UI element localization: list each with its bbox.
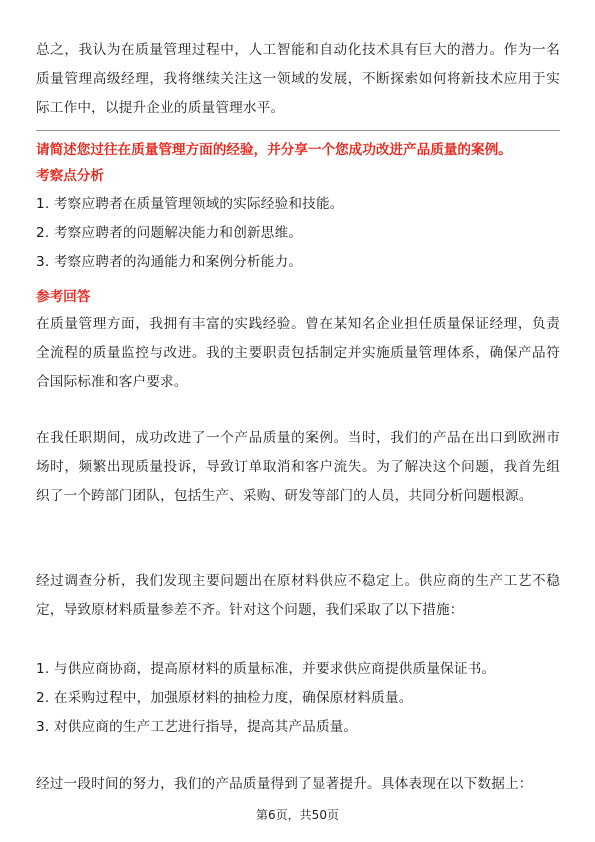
list-item: 1. 与供应商协商，提高原材料的质量标准，并要求供应商提供质量保证书。 xyxy=(36,661,496,677)
measures-list xyxy=(36,655,560,742)
answer-paragraph-2: 在我任职期间，成功改进了一个产品质量的案例。当时，我们的产品在出口到欧洲市场时，频繁出现质量投诉，导致订单取消和客户流失。为了解决这个问题，我首先组织了一个跨部门团队，包括生产、采购、研发等部门的人员，共同分析问题根源。 xyxy=(36,430,560,504)
answer-paragraph-3: 经过调查分析，我们发现主要问题出在原材料供应不稳定上。供应商的生产工艺不稳定，导致原材料质量参差不齐。针对这个问题，我们采取了以下措施： xyxy=(36,573,560,618)
list-item: 2. 考察应聘者的问题解决能力和创新思维。 xyxy=(36,225,303,241)
analysis-list xyxy=(36,190,560,277)
intro-paragraph: 总之，我认为在质量管理过程中，人工智能和自动化技术具有巨大的潜力。作为一名质量管理高级经理，我将继续关注这一领域的发展，不断探索如何将新技术应用于实际工作中，以提升企业的质量管理水平。 xyxy=(36,42,560,116)
section-divider xyxy=(36,130,560,131)
analysis-title: 考察点分析 xyxy=(36,168,104,184)
answer-paragraph-4: 经过一段时间的努力，我们的产品质量得到了显著提升。具体表现在以下数据上： xyxy=(36,776,533,792)
question-heading: 请简述您过往在质量管理方面的经验，并分享一个您成功改进产品质量的案例。 xyxy=(36,142,512,158)
list-item: 1. 考察应聘者在质量管理领域的实际经验和技能。 xyxy=(36,196,344,212)
list-item: 3. 对供应商的生产工艺进行指导，提高其产品质量。 xyxy=(36,719,358,735)
page-footer: 第6页，共50页 xyxy=(256,808,339,822)
list-item: 3. 考察应聘者的沟通能力和案例分析能力。 xyxy=(36,254,303,270)
answer-title: 参考回答 xyxy=(36,289,91,305)
list-item: 2. 在采购过程中，加强原材料的抽检力度，确保原材料质量。 xyxy=(36,690,413,706)
answer-paragraph-1: 在质量管理方面，我拥有丰富的实践经验。曾在某知名企业担任质量保证经理，负责全流程的质量监控与改进。我的主要职责包括制定并实施质量管理体系，确保产品符合国际标准和客户要求。 xyxy=(36,316,560,390)
